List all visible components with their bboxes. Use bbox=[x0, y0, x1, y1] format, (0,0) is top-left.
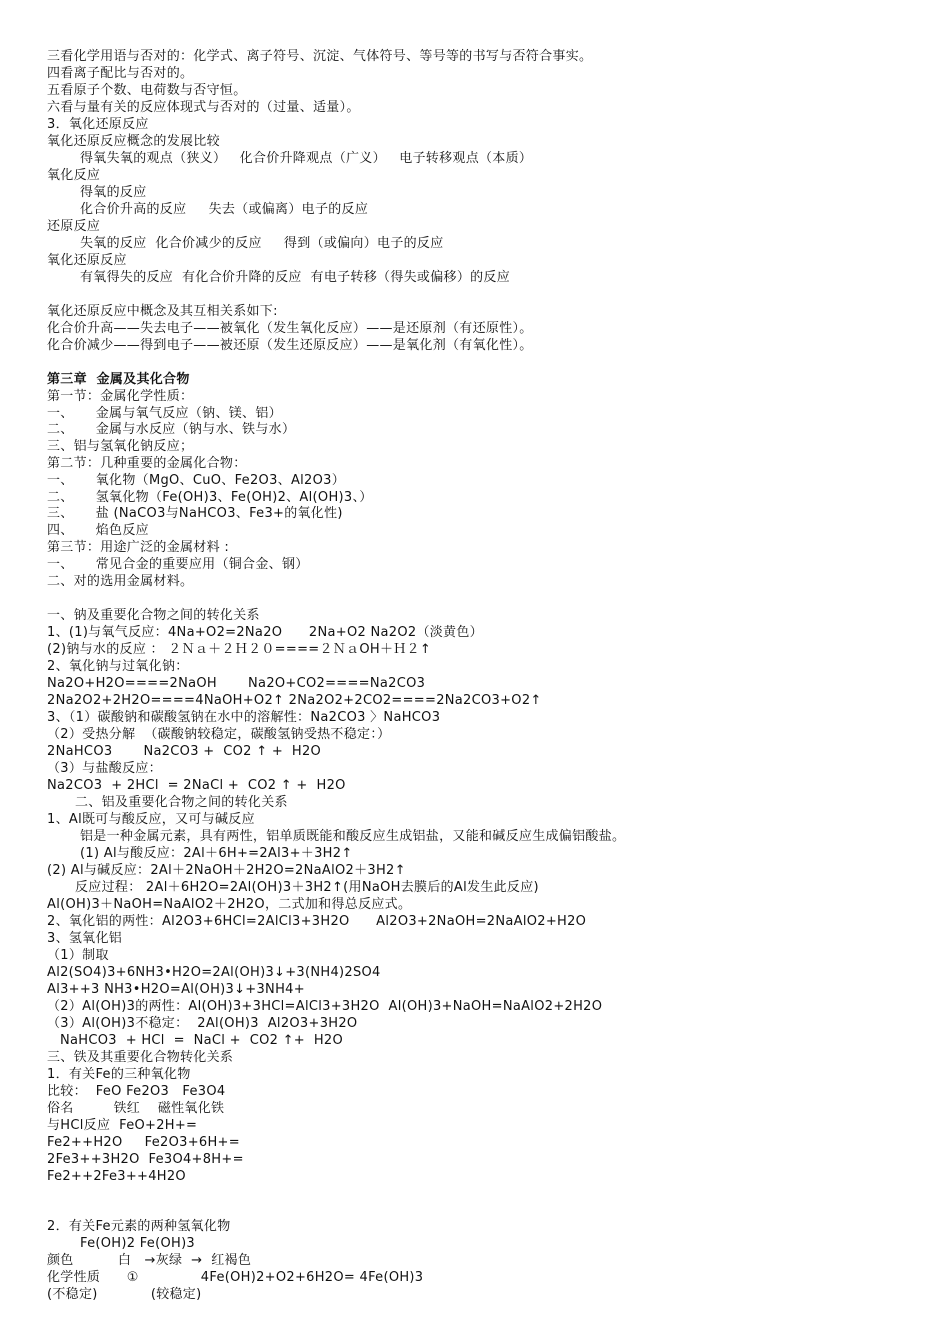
text-line: （3）与盐酸反应： bbox=[47, 761, 162, 776]
text-line: 第一节：金属化学性质： bbox=[47, 389, 194, 404]
text-line: NaHCO3 + HCl = NaCl + CO2 ↑+ H2O bbox=[60, 1033, 344, 1048]
text-line: 化合价升高——失去电子——被氧化（发生氧化反应）——是还原剂（有还原性）。 bbox=[47, 321, 533, 336]
text-line: 五看原子个数、电荷数与否守恒。 bbox=[47, 83, 247, 98]
text-line: 得氧失氧的观点（狭义） 化合价升降观点（广义） 电子转移观点（本质） bbox=[80, 151, 533, 166]
text-line: 二、 氢氧化物（Fe(OH)3、Fe(OH)2、Al(OH)3、） bbox=[47, 490, 373, 505]
text-line: (2) Al与碱反应：2Al＋2NaOH＋2H2O=2NaAlO2＋3H2↑ bbox=[47, 863, 406, 878]
text-line: 三、铁及其重要化合物转化关系 bbox=[47, 1050, 234, 1065]
text-line: 化合价减少——得到电子——被还原（发生还原反应）——是氧化剂（有氧化性）。 bbox=[47, 338, 533, 353]
text-line: 3、（1）碳酸钠和碳酸氢钠在水中的溶解性：Na2CO3 〉NaHCO3 bbox=[47, 710, 441, 725]
text-line: 铝是一种金属元素，具有两性，铝单质既能和酸反应生成铝盐，又能和碱反应生成偏铝酸盐。 bbox=[80, 829, 626, 844]
text-line: 一、 氧化物（MgO、CuO、Fe2O3、Al2O3） bbox=[47, 473, 346, 488]
text-line: 失氧的反应 化合价减少的反应 得到（或偏向）电子的反应 bbox=[80, 236, 444, 251]
text-line: 3．氧化还原反应 bbox=[47, 117, 149, 132]
text-line: 1．有关Fe的三种氧化物 bbox=[47, 1067, 191, 1082]
text-line: 与HCl反应 FeO+2H+= bbox=[47, 1118, 198, 1133]
text-line: Al(OH)3＋NaOH=NaAlO2＋2H2O，二式加和得总反应式。 bbox=[47, 897, 412, 912]
text-line: 有氧得失的反应 有化合价升降的反应 有电子转移（得失或偏移）的反应 bbox=[80, 270, 511, 285]
text-line: 颜色 白 →灰绿 → 红褐色 bbox=[47, 1253, 252, 1268]
text-line: Na2O+H2O====2NaOH Na2O+CO2====Na2CO3 bbox=[47, 676, 426, 691]
text-line: （1）制取 bbox=[47, 948, 109, 963]
text-line: 2Fe3++3H2O Fe3O4+8H+= bbox=[47, 1152, 244, 1167]
text-line: (1) Al与酸反应：2Al＋6H+=2Al3+＋3H2↑ bbox=[80, 846, 353, 861]
text-line: Fe2++H2O Fe2O3+6H+= bbox=[47, 1135, 240, 1150]
text-line: 反应过程： 2Al＋6H2O=2Al(OH)3＋3H2↑(用NaOH去膜后的Al发生此反应) bbox=[75, 880, 539, 895]
text-line: 四、 焰色反应 bbox=[47, 523, 149, 538]
text-line: Al3++3 NH3•H2O=Al(OH)3↓+3NH4+ bbox=[47, 982, 305, 997]
text-line: 2NaHCO3 Na2CO3 + CO2 ↑ + H2O bbox=[47, 744, 322, 759]
text-line: （3）Al(OH)3不稳定： 2Al(OH)3 Al2O3+3H2O bbox=[47, 1016, 358, 1031]
text-line: Na2CO3 + 2HCl = 2NaCl + CO2 ↑ + H2O bbox=[47, 778, 346, 793]
text-line: 氧化还原反应中概念及其互相关系如下: bbox=[47, 304, 278, 319]
text-line: 俗名 铁红 磁性氧化铁 bbox=[47, 1101, 225, 1116]
text-line: 化学性质 ① 4Fe(OH)2+O2+6H2O= 4Fe(OH)3 bbox=[47, 1270, 424, 1285]
text-line: (2)钠与水的反应 ： ２Ｎａ＋２Ｈ２０====２ＮａOH＋Ｈ２↑ bbox=[47, 642, 432, 657]
text-line: 六看与量有关的反应体现式与否对的（过量、适量）。 bbox=[47, 100, 360, 115]
text-line: 氧化还原反应概念的发展比较 bbox=[47, 134, 220, 149]
text-line: (不稳定) (较稳定) bbox=[47, 1287, 202, 1302]
text-line: 化合价升高的反应 失去（或偏离）电子的反应 bbox=[80, 202, 369, 217]
text-line: Fe2++2Fe3++4H2O bbox=[47, 1169, 186, 1184]
text-line: 1、Al既可与酸反应，又可与碱反应 bbox=[47, 812, 255, 827]
text-line: 三看化学用语与否对的：化学式、离子符号、沉淀、气体符号、等号等的书写与否符合事实。 bbox=[47, 49, 593, 64]
text-line: 比较： FeO Fe2O3 Fe3O4 bbox=[47, 1084, 226, 1099]
text-line: 得氧的反应 bbox=[80, 185, 147, 200]
text-line: 氧化还原反应 bbox=[47, 253, 127, 268]
text-line: （2）Al(OH)3的两性：Al(OH)3+3HCl=AlCl3+3H2O Al(OH)3+NaOH=NaAlO2+2H2O bbox=[47, 999, 603, 1014]
text-line: 二、 金属与水反应（钠与水、铁与水） bbox=[47, 422, 296, 437]
text-line: 第三节：用途广泛的金属材料 : bbox=[47, 540, 230, 555]
text-line: 2、氧化铝的两性：Al2O3+6HCl=2AlCl3+3H2O Al2O3+2NaOH=2NaAlO2+H2O bbox=[47, 914, 587, 929]
text-line: 氧化反应 bbox=[47, 168, 101, 183]
text-line: Fe(OH)2 Fe(OH)3 bbox=[80, 1236, 196, 1251]
text-line: 三、 盐 (NaCO3与NaHCO3、Fe3+的氧化性) bbox=[47, 506, 343, 521]
text-line: 三、铝与氢氧化钠反应； bbox=[47, 439, 194, 454]
text-line: 还原反应 bbox=[47, 219, 101, 234]
chapter-heading: 第三章 金属及其化合物 bbox=[47, 372, 190, 387]
text-line: 一、钠及重要化合物之间的转化关系 bbox=[47, 608, 260, 623]
text-line: Al2(SO4)3+6NH3•H2O=2Al(OH)3↓+3(NH4)2SO4 bbox=[47, 965, 381, 980]
text-line: 2Na2O2+2H2O====4NaOH+O2↑ 2Na2O2+2CO2====2Na2CO3+O2↑ bbox=[47, 693, 542, 708]
text-line: 四看离子配比与否对的。 bbox=[47, 66, 194, 81]
text-line: （2）受热分解 （碳酸钠较稳定，碳酸氢钠受热不稳定：） bbox=[47, 727, 391, 742]
text-line: 1、(1)与氧气反应：4Na+O2=2Na2O 2Na+O2 Na2O2（淡黄色） bbox=[47, 625, 483, 640]
text-line: 2．有关Fe元素的两种氢氧化物 bbox=[47, 1219, 231, 1234]
text-line: 2、氧化钠与过氧化钠： bbox=[47, 659, 189, 674]
text-line: 二、铝及重要化合物之间的转化关系 bbox=[75, 795, 288, 810]
text-line: 二、对的选用金属材料。 bbox=[47, 574, 194, 589]
text-line: 第二节：几种重要的金属化合物： bbox=[47, 456, 247, 471]
text-line: 一、 常见合金的重要应用（铜合金、钢） bbox=[47, 557, 309, 572]
text-line: 3、氢氧化铝 bbox=[47, 931, 123, 946]
text-line: 一、 金属与氧气反应（钠、镁、铝） bbox=[47, 406, 282, 421]
